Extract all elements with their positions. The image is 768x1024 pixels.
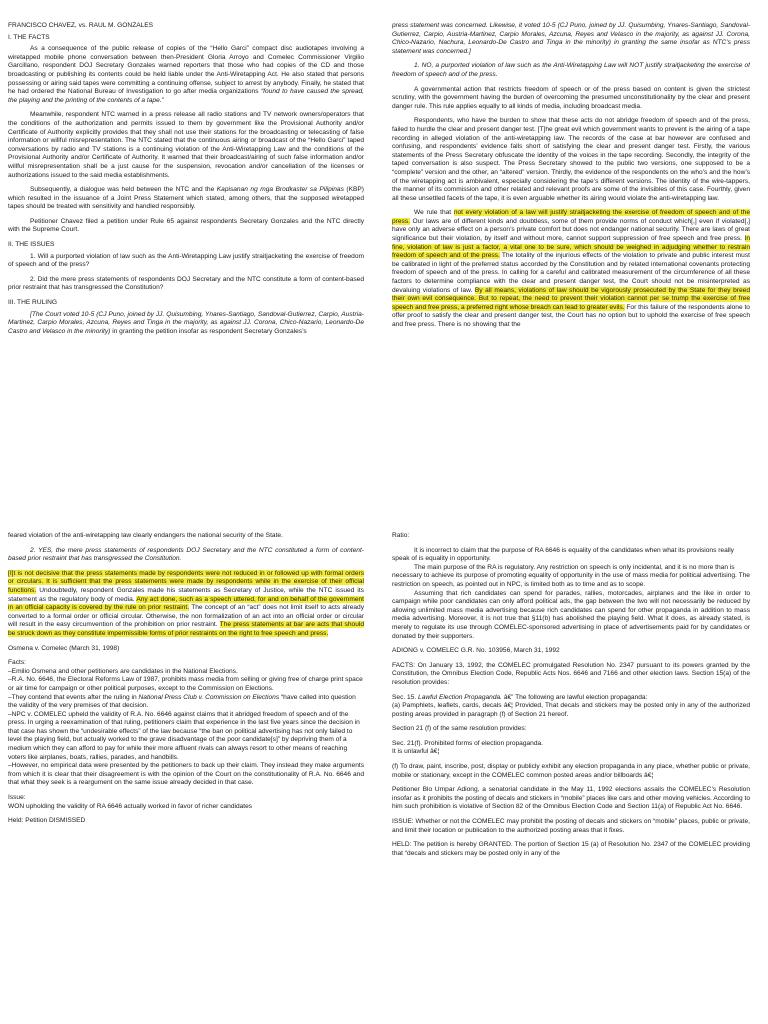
highlight-any-act: Any act done, such as a speech uttered, for and on behalf of the government in an official capacity is covered by the rule on prior restraint. bbox=[8, 595, 364, 612]
ruling-paragraph-1: A governmental action that restricts freedom of speech or of the press based on content is given the strictest scrutiny, with the government having the burden of overcoming the presumed unconstitutionality by the clear and present danger rule. This rule applies equally to all kinds of media, including broadcast media. bbox=[392, 85, 750, 110]
section-15 bbox=[392, 694, 750, 703]
case-title: FRANCISCO CHAVEZ, vs. RAUL M. GONZALES bbox=[8, 22, 154, 29]
ruling-continued: press statement was concerned. Likewise, it voted 10-5 (CJ Puno, joined by JJ. Quisumbing, Ynares-Santiago, Sandoval-Gutierrez, Carpio, Austria-Martinez, Carpio Morales, Azcuna, Reyes and Velasco in the majority, as against JJ. Corona, Chico-Nazario, Nachura, Leonardo-De Castro and Tinga in the minority) in granting the same insofar as NTC’s press statement was concerned.] bbox=[392, 22, 750, 55]
section-21-text: (f) To draw, paint, inscribe, post, display or publicly exhibit any election propaganda in any place, whether public or private, mobile or stationary, except in the COMELEC common posted areas and/or billboards â€¦ bbox=[392, 763, 750, 779]
heading-ruling: III. THE RULING bbox=[8, 299, 57, 307]
issue-1: 1. Will a purported violation of law such as the Anti-Wiretapping Law justify straitjacketing the exercise of freedom of speech and of the press? bbox=[8, 252, 364, 269]
section-21-title: Sec. 21(f). Prohibited forms of election propaganda. bbox=[392, 739, 544, 747]
osmena-fact-3-b: “have called into question the validity of the very premises of that decision. bbox=[8, 693, 356, 710]
ruling-paragraph bbox=[8, 311, 364, 337]
kbp-name: Kapisanan ng mga Brodkaster sa Pilipinas bbox=[216, 186, 344, 194]
ruling-p3-d: For this failure of the respondents alone to offer proof to satisfy the clear and present danger test, the Court has no option but to uphold the exercise of free speech and free press. There is no showing that the bbox=[392, 303, 750, 328]
issue-2: 2. Did the mere press statements of respondents DOJ Secretary and the NTC constitute a form of content-based prior restraint that has transgressed the Constitution? bbox=[8, 275, 364, 292]
ruling-end: feared violation of the anti-wiretapping law clearly endangers the national security of the State. bbox=[8, 532, 283, 539]
heading-issues: II. THE ISSUES bbox=[8, 241, 55, 249]
ratio-label: Ratio: bbox=[392, 532, 410, 539]
document-page-3 bbox=[8, 532, 364, 1024]
ruling-p3-a: We rule that bbox=[414, 209, 452, 217]
facts-paragraph-1-quote: “found to have caused the spread, the playing and the printing of the contents of a tape.” bbox=[8, 88, 364, 104]
case-adiong-title: ADIONG v. COMELEC G.R. No. 103956, March 31, 1992 bbox=[392, 647, 560, 655]
facts-paragraph-3-a: Subsequently, a dialogue was held between the NTC and the bbox=[30, 186, 215, 194]
section-15-title: Lawful Election Propaganda. bbox=[418, 693, 502, 701]
case-osmena-title: Osmena v. Comelec (March 31, 1998) bbox=[8, 644, 120, 652]
prior-restraint-paragraph bbox=[8, 570, 364, 639]
adiong-issue: ISSUE: Whether or not the COMELEC may prohibit the posting of decals and stickers on “mobile” places, public or private, and limit their location or publication to the authorized posting areas that it fixes. bbox=[392, 818, 750, 834]
osmena-held: Held: Petition DISMISSED bbox=[8, 817, 86, 825]
document-page-1 bbox=[8, 22, 364, 508]
ruling-heading-1: 1. NO, a purported violation of law such as the Anti-Wiretapping Law will NOT justify straitjacketing the exercise of freedom of speech and of the press. bbox=[392, 62, 750, 78]
facts-paragraph-3-b: (KBP) which resulted in the issuance of a Joint Press Statement which stated, among others, that the supposed wiretapped tapes should be treated with sensitivity and handled responsibly. bbox=[8, 186, 364, 211]
osmena-fact-1: –Emilio Osmena and other petitioners are candidates in the National Elections. bbox=[8, 667, 238, 675]
facts-paragraph-2: Meanwhile, respondent NTC warned in a press release all radio stations and TV network owners/operators that the conditions of the authorization and permits issued to them by government like the Provisional Authority and/or Certificate of Authority explicitly provides that they shall not use their stations for the broadcasting or telecasting of false information or willful misrepresentation. The NTC stated that the continuous airing or broadcast of the “Hello Garci” taped conversations by radio and TV stations is a continuing violation of the Anti-Wiretapping Law and the conditions of the Provisional Authority and/or Certificate of Authority. It warned that their broadcast/airing of such false information and/or willful misrepresentation shall be a just cause for the suspension, revocation and/or cancellation of the licenses or authorizations issued to the said media establishments. bbox=[8, 111, 364, 179]
page-gutter bbox=[0, 516, 768, 528]
osmena-fact-3-a: –They contend that events after the ruling in bbox=[8, 693, 137, 701]
ruling-paragraph-2: Respondents, who have the burden to show that these acts do not abridge freedom of speech and of the press, failed to hurdle the clear and present danger test. [T]he great evil which government wants to prevent is the airing of a tape recording in alleged violation of the anti-wiretapping law. The records of the case at bar however are confused and confusing, and respondents’ evidence falls short of satisfying the clear and present danger test. Firstly, the various statements of the Press Secretary obfuscate the identity of the voices in the tape recording. Secondly, the integrity of the taped conversation is also suspect. The Press Secretary showed to the public two versions, one supposed to be a “complete” version and the other, an “altered” version. Thirdly, the evidence of the respondents on the who’s and the how’s of the wiretapping act is ambivalent, especially considering the tape’s different versions. The identity of the wire-tappers, the manner of its commission and other related and relevant proofs are some of the invisibles of this case. Fourthly, given all these unsettled facets of the tape, it is even arguable whether its airing would violate the anti-wiretapping law. bbox=[392, 117, 750, 202]
ruling-p3-c: The totality of the injurious effects of the violation to private and public interest must be calibrated in light of the preferred status accorded by the Constitution and by related international covenants protecting freedom of speech and of the press. In calling for a careful and calibrated measurement of the circumference of all these factors to determine compliance with the clear and present danger test, the Court should not be misinterpreted as devaluing violations of law. bbox=[392, 252, 750, 294]
osmena-fact-4: –NPC v. COMELEC upheld the validity of R.A. No. 6646 against claims that it abridged freedom of speech and of the press. In urging a reexamination of that ruling, petitioners claim that experience in the last five years since the decision in that case has shown the “undesirable effects” of the law because “the ban on political advertising has not only failed to level the playing field, but actually worked to the grave disadvantage of the poor candidate[s]” by depriving them of a medium which they can afford to pay for while their more affluent rivals can always resort to other means of reaching voters like airplanes, boats, rallies, parades, and handbills. bbox=[8, 710, 360, 761]
highlight-violation-factor: In fine, violation of law is just a factor, a vital one to be sure, which should be weighed in adjudging whether to restrain freedom of speech and of the press. bbox=[392, 235, 750, 260]
ruling-vote: [The Court voted 10-5 (CJ Puno, joined by JJ. Quisumbing, Ynares-Santiago, Sandoval-Gutierrez, Carpio, Austria-Martinez, Carpio Morales, Azcuna, Reyes and Tinga in the majority, as against JJ. Corona, Chico-Nazario, Leonardo-De Castro and Velasco in the minority) bbox=[8, 310, 364, 335]
ruling-tail: in granting the petition insofar as respondent Secretary Gonzales’s bbox=[112, 327, 307, 335]
document-page-4 bbox=[392, 532, 750, 1024]
ratio-paragraph-2: The main purpose of the RA is regulatory. Any restriction on speech is only incidental, and it is no more than is necessary to achieve its purpose of promoting equality of opportunity in the use of mass media for political advertising. The restriction on speech, as pointed out in NPC, is limited both as to time and as to scope. bbox=[392, 563, 750, 588]
highlight-prosecuted: By all means, violations of law should be vigorously prosecuted by the State for they breed their own evil consequence. But to repeat, the need to prevent their violation cannot per se trump the exercise of free speech and free press, a preferred right whose breach can lead to greater evils. bbox=[392, 286, 750, 311]
npc-case-name: National Press Club v. Commission on Elections bbox=[138, 693, 280, 701]
section-15-b: â€” The following are lawful election propaganda: bbox=[503, 693, 648, 701]
issue-label: Issue: bbox=[8, 794, 26, 802]
prior-restraint-b: The concept of an “act” does not limit itself to acts already converted to a formal order or official circular. Otherwise, the non formalization of an act into an official order or circular will result in the easy circumvention of the prohibition on prior restraint. bbox=[8, 604, 364, 629]
ruling-paragraph-3 bbox=[392, 209, 750, 329]
adiong-facts: FACTS: On January 13, 1992, the COMELEC promulgated Resolution No. 2347 pursuant to its powers granted by the Constitution, the Omnibus Election Code, Republic Acts Nos. 6646 and 7166 and other election laws. Section 15(a) of the resolution provides: bbox=[392, 661, 750, 686]
document-page-2 bbox=[392, 22, 750, 508]
prior-restraint-a: Undoubtedly, respondent Gonzales made his statements as Secretary of Justice, while the NTC issued its statement as the regulatory body of media. bbox=[8, 586, 364, 603]
section-21-intro: Section 21 (f) of the same resolution provides: bbox=[392, 725, 527, 733]
adiong-held: HELD: The petition is hereby GRANTED. The portion of Section 15 (a) of Resolution No. 2347 of the COMELEC providing that “decals and stickers may be posted only in any of the bbox=[392, 841, 750, 857]
ratio-paragraph-3: Assuming that rich candidates can spend for parades, rallies, motorcades, airplanes and the like in order to campaign while poor candidates can only afford political ads, the gap between the two will not necessarily be reduced by allowing unlimited mass media advertising because rich candidates can spend for other propaganda in addition to mass media advertising. Moreover, it is not true that §11(b) has abolished the playing field. What it does, as already stated, is merely to regulate its use through COMELEC-sponsored advertising in place of advertisements paid for by candidates or donated by their supporters. bbox=[392, 589, 750, 640]
osmena-fact-3 bbox=[8, 694, 364, 711]
facts-paragraph-3 bbox=[8, 186, 364, 212]
ratio-paragraph-1: It is incorrect to claim that the purpose of RA 6646 is equality of the candidates when what its provisions really speak of is equality in opportunity. bbox=[392, 546, 734, 563]
ruling-p3-b: Our laws are of different kinds and doubtless, some of them provide norms of conduct which[,] even if violated[,] have only an adverse effect on a person’s private comfort but does not endanger national security. There are laws of great significance but their violation, by itself and without more, cannot support suppression of free speech and free press. bbox=[392, 217, 750, 243]
section-15-a: Sec. 15. bbox=[392, 693, 417, 701]
section-21-unlawful: It is unlawful â€¦ bbox=[392, 748, 440, 756]
osmena-fact-5: –However, no empirical data were presented by the petitioners to back up their claim. They instead they make arguments from which it is clear that their disagreement is with the opinion of the Court on the constitutionality of R.A. No. 6646 and that what they seek is a reargument on the same issue already decided in that case. bbox=[8, 762, 364, 787]
section-15-text: (a) Pamphlets, leaflets, cards, decals â€¦ Provided, That decals and stickers may be posted only in any of the authorized posting areas provided in paragraph (f) of Section 21 hereof. bbox=[392, 702, 750, 718]
facts-paragraph-4: Petitioner Chavez filed a petition under Rule 65 against respondents Secretary Gonzales and the NTC directly with the Supreme Court. bbox=[8, 217, 364, 234]
facts-paragraph-1 bbox=[8, 45, 364, 105]
osmena-issue: WON upholding the validity of RA 6646 actually worked in favor of richer candidates bbox=[8, 802, 253, 810]
adiong-petitioner: Petitioner Blo Umpar Adiong, a senatorial candidate in the May 11, 1992 elections assails the COMELEC’s Resolution insofar as it prohibits the posting of decals and stickers in “mobile” places like cars and other moving vehicles. According to him such prohibition is violative of Section 82 of the Omnibus Election Code and Section 11(a) of Republic Act No. 6646. bbox=[392, 786, 750, 811]
highlight-not-decisive: [I]t is not decisive that the press statements made by respondents were not reduced in or followed up with formal orders or circulars. It is sufficient that the press statements were made by respondents while in the exercise of their official functions. bbox=[8, 569, 364, 594]
highlight-not-every-violation: not every violation of a law will justify straitjacketing the exercise of freedom of speech and of the press. bbox=[392, 209, 750, 225]
heading-facts: I. THE FACTS bbox=[8, 33, 50, 41]
facts-paragraph-1-text: As a consequence of the public release of copies of the “Hello Garci” compact disc audiotapes involving a wiretapped mobile phone conversation between then-President Gloria Arroyo and Comelec Commissioner Virgilio Garcillano, respondent DOJ Secretary Gonzales warned reporters that those who had copies of the CD and those broadcasting or publishing its contents could be held liable under the Anti-Wiretapping Act. He also stated that persons possessing or airing said tapes were committing a continuing offense, subject to arrest by anybody. Finally, he stated that he had ordered the National Bureau of Investigation to go after media organizations bbox=[8, 45, 364, 96]
facts-label: Facts: bbox=[8, 659, 26, 667]
highlight-struck-down: The press statements at bar are acts that should be struck down as they constitute impermissible forms of prior restraints on the right to free speech and press. bbox=[8, 621, 364, 637]
ruling-heading-2: 2. YES, the mere press statements of respondents DOJ Secretary and the NTC constituted a form of content-based prior restraint that has transgressed the Constitution. bbox=[8, 546, 364, 563]
osmena-fact-2: –R.A. No. 6646, the Electoral Reforms Law of 1987, prohibits mass media from selling or giving free of charge print space or air time for campaign or other political purposes, except to the Commission on Elections. bbox=[8, 676, 363, 692]
